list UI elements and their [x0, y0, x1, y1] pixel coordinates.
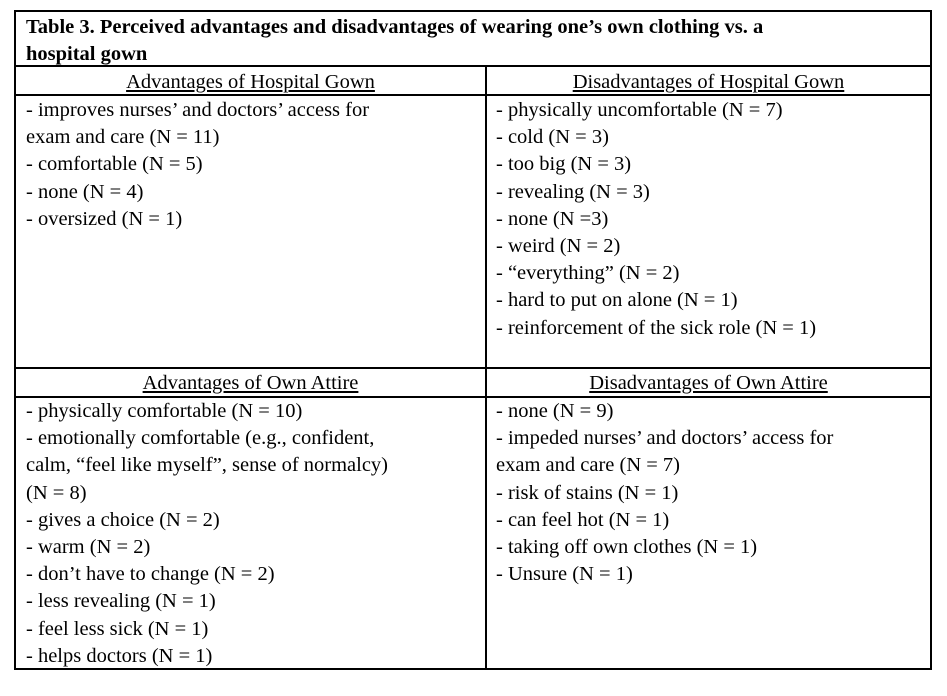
comparison-table	[14, 10, 932, 670]
list-item: - emotionally comfortable (e.g., confident,	[26, 427, 375, 450]
header-advantages-gown: Advantages of Hospital Gown	[126, 71, 375, 93]
row-divider	[16, 367, 930, 369]
list-item: - less revealing (N = 1)	[26, 590, 216, 613]
list-item: - impeded nurses’ and doctors’ access for	[496, 427, 834, 450]
list-item: - “everything” (N = 2)	[496, 262, 680, 285]
list-item: calm, “feel like myself”, sense of normalcy)	[26, 454, 389, 477]
list-item: - can feel hot (N = 1)	[496, 508, 670, 531]
list-item: - feel less sick (N = 1)	[26, 617, 209, 640]
header-divider-top	[16, 94, 930, 96]
list-item: (N = 8)	[26, 481, 87, 504]
list-item: - helps doctors (N = 1)	[26, 644, 213, 667]
list-item: - none (N =3)	[496, 207, 609, 230]
list-item: - warm (N = 2)	[26, 536, 151, 559]
list-item: - taking off own clothes (N = 1)	[496, 536, 758, 559]
list-advantages-attire	[26, 398, 481, 670]
list-item: - hard to put on alone (N = 1)	[496, 289, 738, 312]
list-item: exam and care (N = 11)	[26, 126, 220, 149]
list-item: - Unsure (N = 1)	[496, 563, 633, 586]
list-disadvantages-gown	[496, 97, 924, 342]
list-item: - cold (N = 3)	[496, 126, 609, 149]
header-advantages-attire: Advantages of Own Attire	[142, 372, 359, 394]
list-advantages-gown	[26, 97, 481, 233]
list-disadvantages-attire	[496, 398, 924, 588]
list-item: - gives a choice (N = 2)	[26, 508, 220, 531]
list-item: - none (N = 9)	[496, 400, 614, 422]
caption-line: Table 3. Perceived advantages and disadvantages of wearing one’s own clothing vs. a	[26, 16, 764, 38]
list-item: - don’t have to change (N = 2)	[26, 563, 275, 586]
list-item: - revealing (N = 3)	[496, 180, 650, 203]
list-item: - none (N = 4)	[26, 180, 144, 203]
list-item: - weird (N = 2)	[496, 235, 621, 258]
list-item: - risk of stains (N = 1)	[496, 481, 679, 504]
list-item: - physically comfortable (N = 10)	[26, 400, 303, 422]
list-item: - reinforcement of the sick role (N = 1)	[496, 316, 817, 339]
caption-line: hospital gown	[26, 43, 148, 65]
table-caption	[16, 12, 930, 67]
list-item: exam and care (N = 7)	[496, 454, 681, 477]
header-disadvantages-gown: Disadvantages of Hospital Gown	[572, 71, 845, 93]
list-item: - physically uncomfortable (N = 7)	[496, 99, 783, 121]
list-item: - improves nurses’ and doctors’ access for	[26, 99, 370, 121]
list-item: - comfortable (N = 5)	[26, 153, 203, 176]
header-disadvantages-attire: Disadvantages of Own Attire	[589, 372, 828, 394]
list-item: - oversized (N = 1)	[26, 207, 183, 230]
list-item: - too big (N = 3)	[496, 153, 632, 176]
